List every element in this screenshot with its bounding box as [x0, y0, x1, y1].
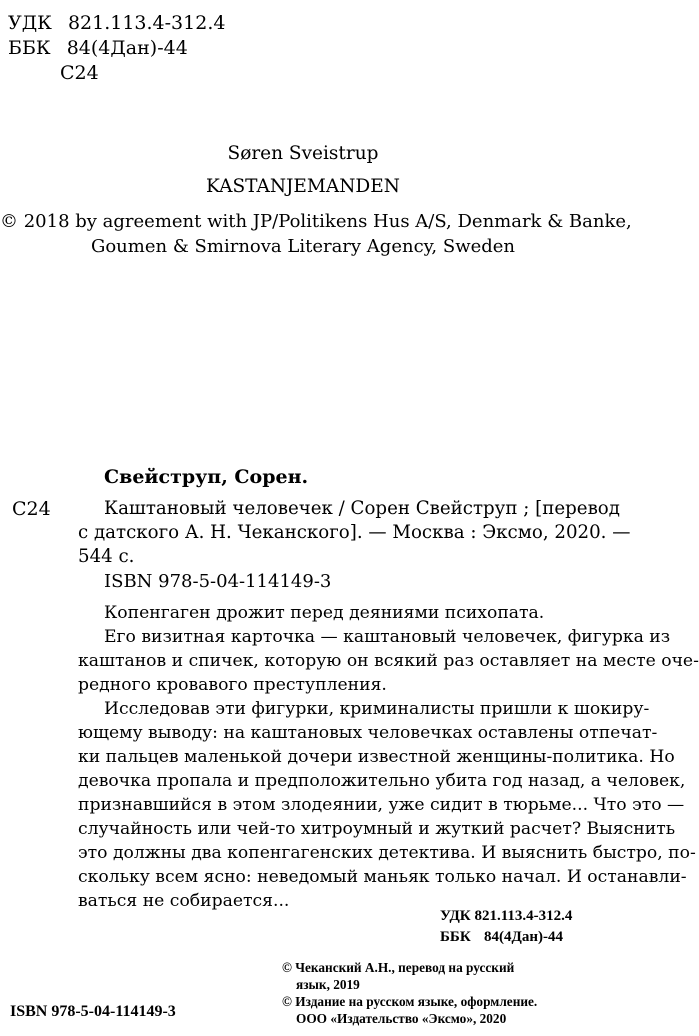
bottom-udk: УДК 821.113.4-312.4	[440, 908, 573, 924]
bbk-line	[8, 37, 188, 59]
annotation-line: ваться не собирается...	[78, 891, 290, 911]
copyright-edition-line2: ООО «Издательство «Эксмо», 2020	[296, 1011, 507, 1026]
annotation-line: случайность или чей-то хитроумный и жуткий расчет? Выяснить	[78, 819, 676, 839]
udk-value: 821.113.4-312.4	[67, 12, 226, 34]
card-description-line: Каштановый человечек / Сорен Свейструп ; [перевод	[104, 498, 620, 519]
author-mark: С24	[60, 62, 99, 84]
original-copyright-line1: © 2018 by agreement with JP/Politikens Hus A/S, Denmark & Banke,	[0, 211, 632, 232]
bottom-bbk-value: 84(4Дан)-44	[484, 929, 563, 945]
annotation-line: каштанов и спичек, которую он всякий раз оставляет на месте оче-	[78, 651, 699, 671]
bbk-value: 84(4Дан)-44	[66, 37, 188, 59]
copyright-translation-line2: язык, 2019	[296, 977, 360, 992]
bottom-bbk-line	[440, 929, 563, 946]
card-description-line: 544 с.	[78, 546, 135, 567]
original-copyright-line2: Goumen & Smirnova Literary Agency, Sweden	[90, 236, 516, 257]
card-description-line: с датского А. Н. Чеканского]. — Москва : Эксмо, 2020. —	[78, 522, 631, 543]
bbk-label: ББК	[8, 37, 51, 59]
card-heading: Свейструп, Сорен.	[104, 466, 309, 488]
udk-line	[8, 12, 225, 34]
udk-label: УДК	[8, 12, 52, 34]
original-title: KASTANJEMANDEN	[206, 176, 400, 197]
bottom-bbk-label: ББК	[440, 929, 471, 945]
annotation-line: это должны два копенгагенских детектива. И выяснить быстро, по-	[78, 843, 696, 863]
card-code: С24	[12, 498, 51, 520]
annotation-line: признавшийся в этом злодеянии, уже сидит в тюрьме... Что это —	[78, 795, 685, 815]
original-author: Søren Sveistrup	[227, 143, 379, 164]
annotation-line: Исследовав эти фигурки, криминалисты пришли к шокиру-	[104, 699, 650, 719]
copyright-edition-line1: © Издание на русском языке, оформление.	[282, 994, 538, 1009]
annotation-line: Его визитная карточка — каштановый человечек, фигурка из	[104, 627, 671, 647]
imprint-isbn: ISBN 978-5-04-114149-3	[10, 1003, 176, 1020]
annotation-paragraph-1: Копенгаген дрожит перед деяниями психопата.	[104, 603, 545, 623]
annotation-line: девочка пропала и предположительно убита год назад, а человек,	[78, 771, 686, 791]
annotation-line: редного кровавого преступления.	[78, 675, 387, 695]
annotation-line: ки пальцев маленькой дочери известной женщины-политика. Но	[78, 747, 675, 767]
annotation-line: ющему выводу: на каштановых человечках оставлены отпечат-	[78, 723, 658, 743]
card-isbn: ISBN 978-5-04-114149-3	[104, 571, 332, 592]
copyright-translation-line1: © Чеканский А.Н., перевод на русский	[282, 960, 515, 975]
annotation-line: скольку всем ясно: неведомый маньяк только начал. И останавли-	[78, 867, 687, 887]
